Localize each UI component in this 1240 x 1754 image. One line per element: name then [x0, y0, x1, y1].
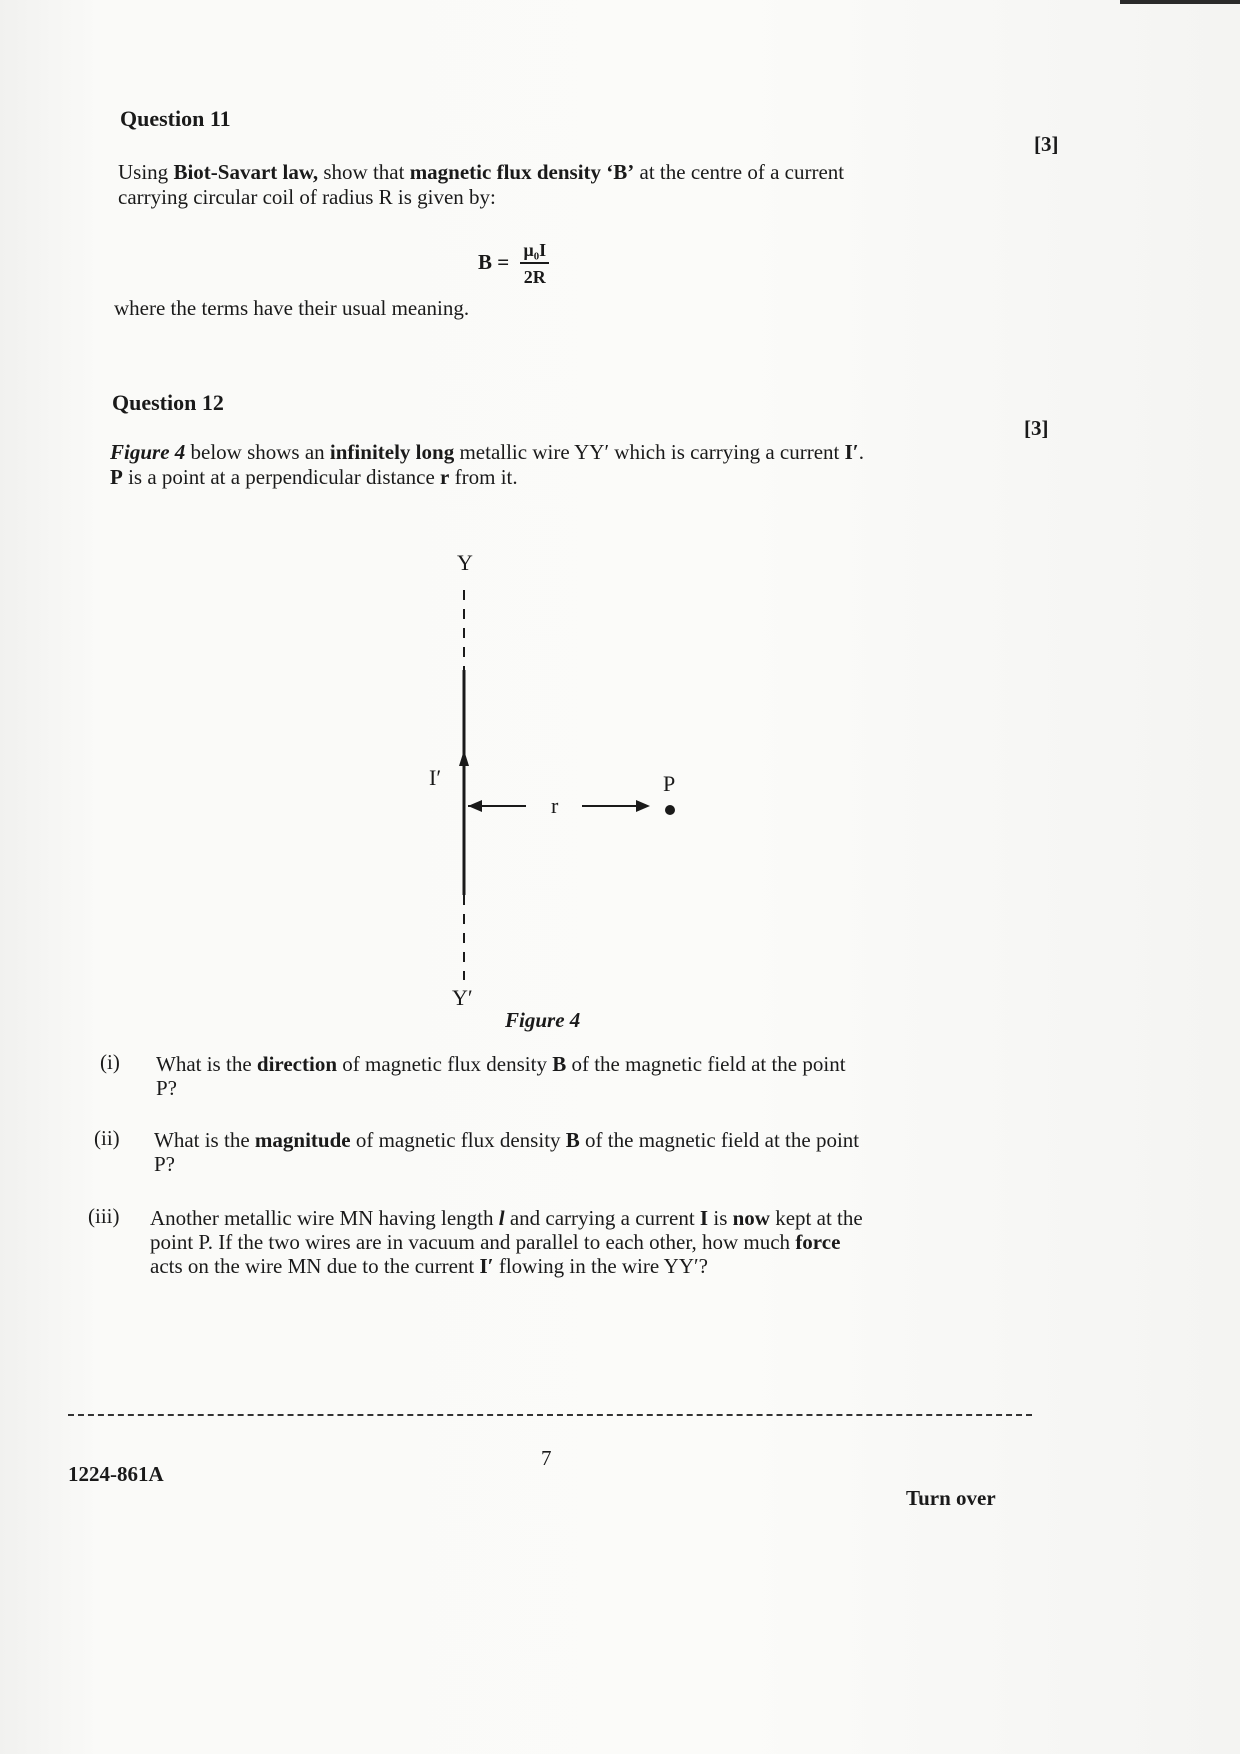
part-text: flowing in the wire YY′?	[493, 1254, 708, 1278]
part-text: What is the	[154, 1128, 255, 1152]
formula-fraction	[520, 240, 549, 288]
formula-lhs: B =	[478, 249, 510, 274]
part-iii-text	[150, 1206, 1000, 1278]
part-text: P?	[154, 1152, 175, 1176]
part-text: of the magnetic field at the point	[579, 1128, 860, 1152]
q12-term-current: I′	[844, 440, 859, 464]
part-i-text	[156, 1052, 996, 1100]
formula-numerator: μ₀I	[520, 240, 549, 264]
part-ii-text	[154, 1128, 994, 1176]
part-symbol: B	[552, 1052, 567, 1076]
distance-arrow-left-icon	[468, 800, 482, 812]
part-text: is	[708, 1206, 733, 1230]
distance-arrow-right-icon	[636, 800, 650, 812]
label-distance-r: r	[551, 793, 559, 818]
paper-code: 1224-861A	[68, 1462, 164, 1486]
q12-figure-ref: Figure 4	[110, 440, 186, 464]
q11-formula	[478, 240, 549, 288]
part-keyword: now	[732, 1206, 770, 1230]
part-text: of magnetic flux density	[350, 1128, 566, 1152]
q11-term-biot-savart: Biot-Savart law,	[173, 160, 319, 184]
part-keyword: direction	[256, 1052, 337, 1076]
label-current: I′	[429, 765, 442, 790]
q11-text: carrying circular coil of radius R is given by:	[118, 185, 496, 209]
figure-4-diagram	[380, 540, 760, 1020]
part-iii-number: (iii)	[88, 1204, 120, 1228]
q12-term-point: P	[110, 465, 123, 489]
part-text: What is the	[156, 1052, 257, 1076]
q12-text: from it.	[449, 465, 518, 489]
part-i-number: (i)	[100, 1050, 120, 1074]
footer-dashed-rule	[68, 1414, 1032, 1416]
question-12-statement	[110, 440, 1030, 490]
q11-term-flux-density: magnetic flux density ‘B’	[409, 160, 635, 184]
part-text: Another metallic wire MN having length	[150, 1206, 499, 1230]
question-11-statement	[118, 160, 1018, 210]
label-y: Y	[457, 550, 473, 575]
part-text: of magnetic flux density	[337, 1052, 553, 1076]
question-11-marks: [3]	[1034, 132, 1059, 156]
figure-4-caption: Figure 4	[505, 1008, 581, 1032]
page-number: 7	[541, 1446, 552, 1470]
current-arrow-icon	[459, 750, 469, 766]
label-point-p: P	[663, 771, 676, 796]
part-text: acts on the wire MN due to the current	[150, 1254, 480, 1278]
part-symbol: B	[565, 1128, 580, 1152]
point-p-dot	[665, 805, 675, 815]
part-symbol-length: l	[498, 1206, 505, 1230]
part-symbol-current: I′	[479, 1254, 494, 1278]
part-keyword: magnitude	[254, 1128, 351, 1152]
turn-over-label: Turn over	[906, 1486, 996, 1510]
part-text: kept at the	[769, 1206, 863, 1230]
question-12-title: Question 12	[112, 390, 224, 415]
part-keyword: force	[795, 1230, 841, 1254]
part-text: and carrying a current	[504, 1206, 700, 1230]
q11-text: show that	[318, 160, 410, 184]
question-12-marks: [3]	[1024, 416, 1049, 440]
q12-text: is a point at a perpendicular distance	[122, 465, 441, 489]
part-ii-number: (ii)	[94, 1126, 120, 1150]
q12-term-distance: r	[440, 465, 450, 489]
question-11-title: Question 11	[120, 106, 231, 131]
q12-text: metallic wire YY′ which is carrying a current	[454, 440, 845, 464]
part-text: point P. If the two wires are in vacuum and parallel to each other, how much	[150, 1230, 796, 1254]
q11-text: Using	[118, 160, 174, 184]
part-text: of the magnetic field at the point	[566, 1052, 846, 1076]
formula-denominator: 2R	[523, 267, 546, 287]
part-text: P?	[156, 1076, 177, 1100]
q11-text: at the centre of a current	[634, 160, 845, 184]
scan-edge-mark	[1120, 0, 1240, 4]
label-y-prime: Y′	[452, 985, 473, 1010]
part-symbol-current: I	[699, 1206, 709, 1230]
q11-closing-line: where the terms have their usual meaning.	[114, 296, 470, 320]
q12-text: .	[858, 440, 864, 464]
q12-text: below shows an	[185, 440, 330, 464]
q12-term-infinitely-long: infinitely long	[329, 440, 455, 464]
